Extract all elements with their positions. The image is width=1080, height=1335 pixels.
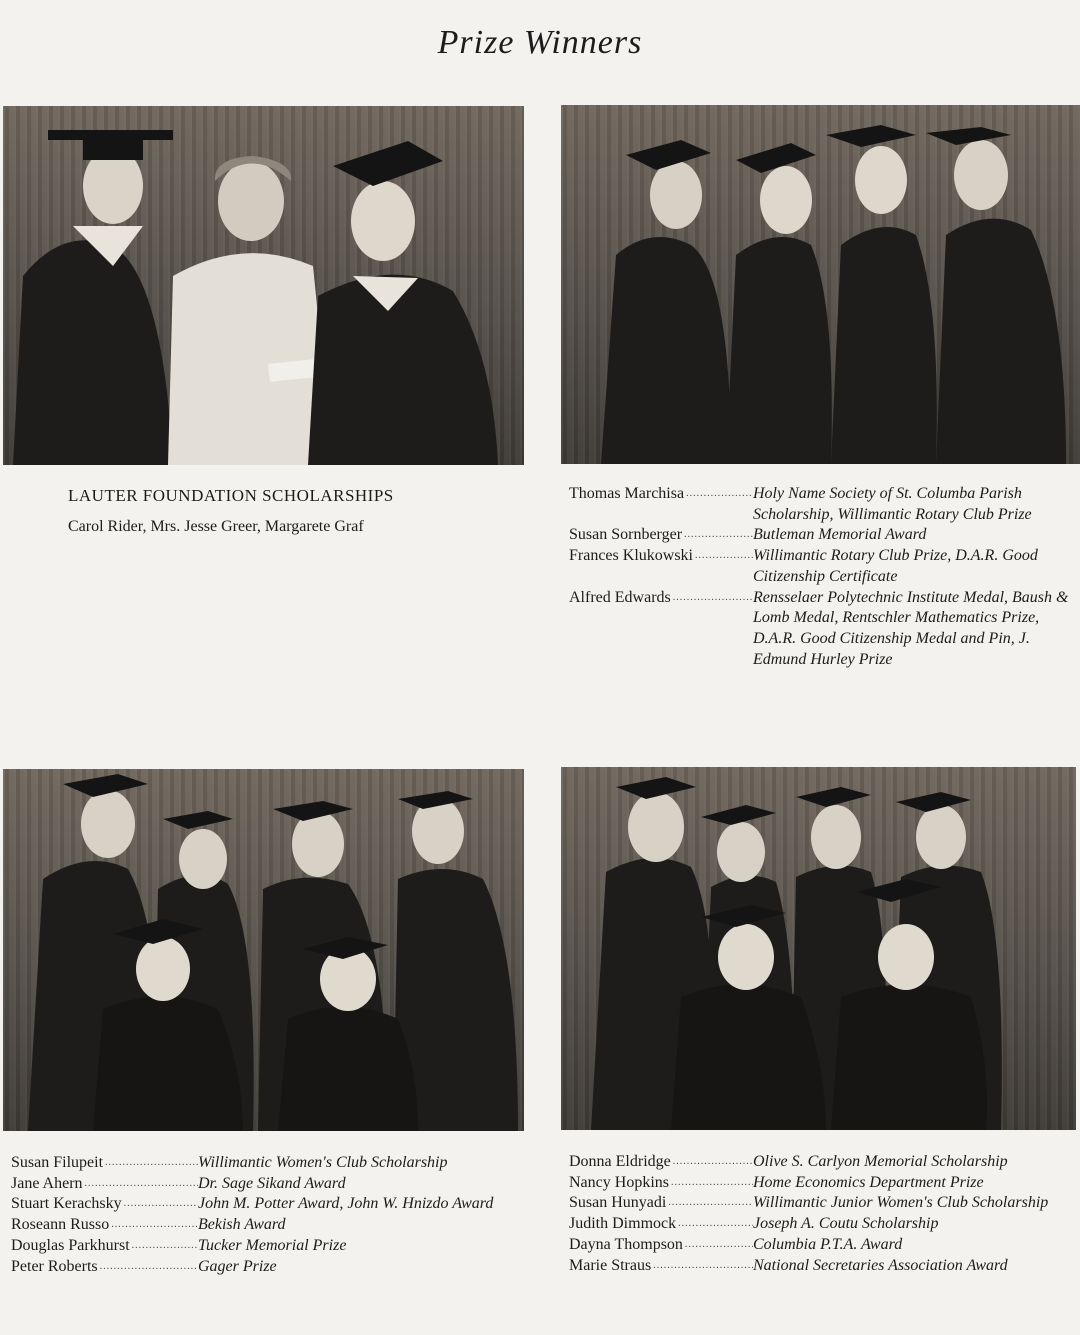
- list-item: [569, 546, 1074, 587]
- award-text: Willimantic Junior Women's Club Scholarship: [753, 1194, 1049, 1212]
- winner-name: Peter Roberts .....: [11, 1257, 198, 1278]
- winner-name: Douglas Parkhurst .....: [11, 1236, 198, 1257]
- award-text: Columbia P.T.A. Award: [753, 1235, 903, 1253]
- list-item: [569, 1173, 1080, 1194]
- winner-name: Stuart Kerachsky .....: [11, 1194, 198, 1215]
- list-item: [569, 1152, 1080, 1173]
- award-text: Dr. Sage Sikand Award: [198, 1174, 346, 1192]
- award-text: Home Economics Department Prize: [753, 1173, 984, 1191]
- list-item: [11, 1194, 526, 1215]
- group-photo-six-graduates: [3, 769, 524, 1131]
- prize-list-bottom-left: [11, 1153, 526, 1277]
- winner-name: Susan Sornberger .....: [569, 525, 753, 546]
- award-text: Olive S. Carlyon Memorial Scholarship: [753, 1153, 1008, 1170]
- award-text: Gager Prize: [198, 1257, 277, 1275]
- list-item: [569, 1193, 1080, 1214]
- award-text: Willimantic Women's Club Scholarship: [198, 1154, 448, 1171]
- list-item: [11, 1174, 526, 1195]
- award-text: National Secretaries Association Award: [753, 1256, 1008, 1274]
- award-text: Joseph A. Coutu Scholarship: [753, 1215, 939, 1233]
- winner-name: Judith Dimmock .....: [569, 1214, 753, 1235]
- list-item: [11, 1257, 526, 1278]
- list-item: [569, 1256, 1080, 1277]
- winner-name: Susan Hunyadi .....: [569, 1193, 753, 1214]
- group-photo-six-girls: [561, 767, 1076, 1130]
- group-photo-lauter: [3, 106, 524, 465]
- winner-name: Jane Ahern .....: [11, 1174, 198, 1195]
- winner-name: Marie Straus .....: [569, 1256, 753, 1277]
- award-text: Willimantic Rotary Club Prize, D.A.R. Good Citizenship Certificate: [753, 547, 1038, 585]
- group-photo-four-graduates: [561, 105, 1080, 464]
- list-item: [569, 484, 1074, 525]
- prize-list-bottom-right: [569, 1152, 1080, 1276]
- award-text: John M. Potter Award, John W. Hnizdo Award: [198, 1195, 494, 1213]
- list-item: [11, 1153, 526, 1174]
- list-item: [569, 1214, 1080, 1235]
- list-item: [569, 525, 1074, 546]
- winner-name: Alfred Edwards .....: [569, 588, 753, 609]
- list-item: [11, 1236, 526, 1257]
- award-text: Tucker Memorial Prize: [198, 1236, 347, 1254]
- winner-name: Donna Eldridge .....: [569, 1152, 753, 1173]
- winner-name: Susan Filupeit .....: [11, 1153, 198, 1174]
- winner-name: Thomas Marchisa .....: [569, 484, 753, 505]
- prize-list-top-right: [569, 484, 1074, 670]
- list-item: [569, 1235, 1080, 1256]
- award-text: Bekish Award: [198, 1216, 286, 1234]
- award-text: Butleman Memorial Award: [753, 526, 927, 544]
- winner-name: Frances Klukowski .....: [569, 546, 753, 567]
- winner-name: Nancy Hopkins .....: [569, 1173, 753, 1194]
- winner-name: Dayna Thompson .....: [569, 1235, 753, 1256]
- award-text: Holy Name Society of St. Columba Parish Scholarship, Willimantic Rotary Club Prize: [753, 485, 1032, 523]
- list-item: [11, 1215, 526, 1236]
- list-item: [569, 588, 1074, 671]
- winner-name: Roseann Russo .....: [11, 1215, 198, 1236]
- award-text: Rensselaer Polytechnic Institute Medal, Baush & Lomb Medal, Rentschler Mathematics Prize, D.A.R. Good Citizenship Medal and Pin, J. Edmund Hurley Prize: [753, 588, 1069, 668]
- lauter-scholarship-heading: LAUTER FOUNDATION SCHOLARSHIPS: [68, 486, 394, 505]
- lauter-scholarship-names: Carol Rider, Mrs. Jesse Greer, Margarete Graf: [68, 518, 364, 535]
- page-title: Prize Winners: [437, 24, 643, 61]
